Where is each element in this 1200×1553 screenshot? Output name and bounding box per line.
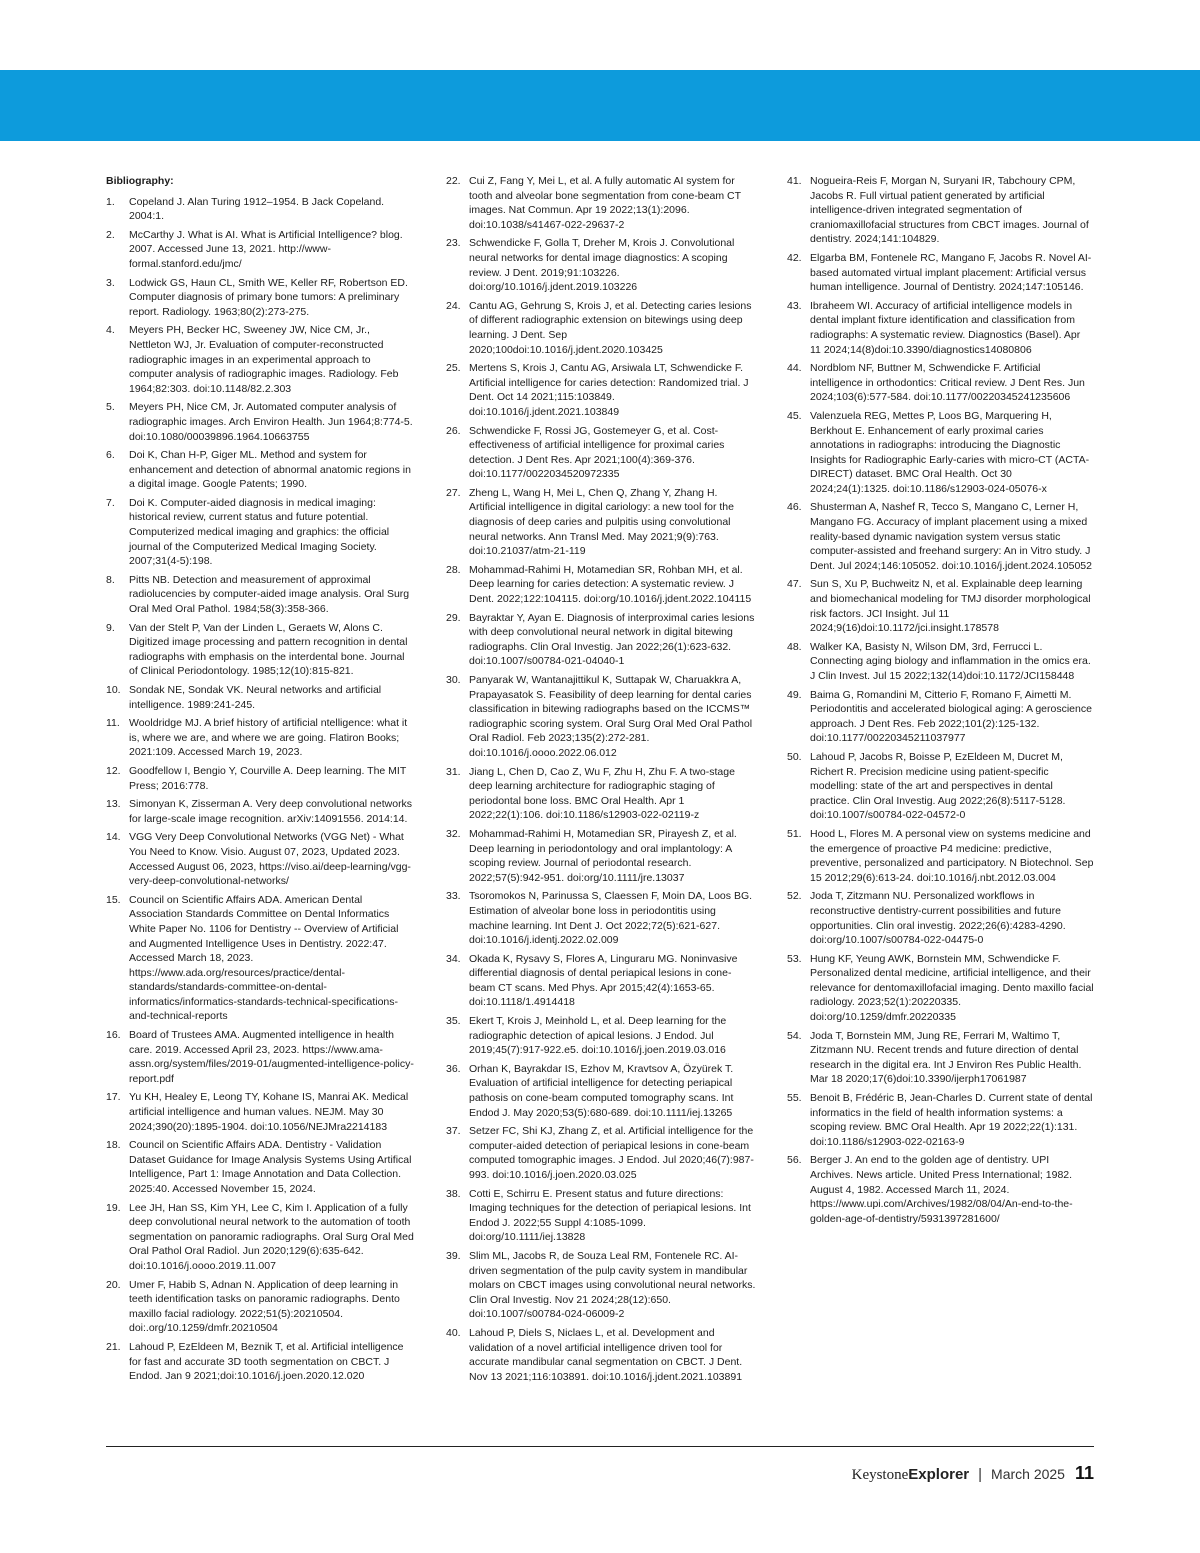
reference-text: Cotti E, Schirru E. Present status and future directions: Imaging techniques for the detection of periapical lesions. Int Endod J. 2022;55 Suppl 4:1085-1099. doi:org/10.1111/iej.13828	[469, 1187, 751, 1244]
reference-item	[787, 889, 1094, 947]
reference-text: Council on Scientific Affairs ADA. American Dental Association Standards Committee on Dental Informatics White Paper No. 1106 for Dentistry -- Overview of Artificial and Augmented Intelligence Uses in Dentistry. 2022:47. Accessed March 18, 2023. https://www.ada.org/resources/practice/dental-standards/standards-committee-on-dental-informatics/informatics-standards-technical-specifications-and-technical-reports	[129, 893, 399, 1023]
reference-text: Lodwick GS, Haun CL, Smith WE, Keller RF, Robertson ED. Computer diagnosis of primary bone tumors: A preliminary report. Radiology. 1963;80(2):273-275.	[129, 276, 408, 318]
reference-number: 8.	[106, 573, 115, 586]
reference-item	[106, 797, 414, 826]
reference-number: 32.	[446, 827, 461, 840]
reference-number: 1.	[106, 195, 115, 208]
reference-number: 56.	[787, 1154, 802, 1167]
reference-text: Hung KF, Yeung AWK, Bornstein MM, Schwendicke F. Personalized dental medicine, artificial intelligence, and their relevance for dentomaxillofacial imaging. Dento maxillo facial radiology. 2023;52(1):20220335. doi:org/10.1259/dmfr.20220335	[810, 952, 1094, 1024]
reference-item	[446, 486, 756, 559]
reference-number: 52.	[787, 890, 802, 903]
reference-item	[106, 893, 414, 1024]
reference-number: 4.	[106, 324, 115, 337]
reference-text: Pitts NB. Detection and measurement of approximal radiolucencies by computer-aided image analysis. Oral Surg Oral Med Oral Pathol. 1984;58(3):358-366.	[129, 573, 410, 616]
reference-number: 36.	[446, 1062, 461, 1075]
reference-text: Schwendicke F, Golla T, Dreher M, Krois J. Convolutional neural networks for dental image diagnostics: A scoping review. J Dent. 2019;91:103226. doi:org/10.1016/j.jdent.2019.103226	[469, 237, 735, 294]
reference-item	[106, 1090, 414, 1134]
reference-item	[446, 765, 756, 823]
reference-number: 46.	[787, 501, 802, 514]
reference-item	[106, 228, 414, 272]
reference-item	[787, 750, 1094, 823]
reference-item	[787, 1153, 1094, 1226]
reference-number: 39.	[446, 1249, 461, 1262]
reference-item	[106, 1201, 414, 1274]
footer-separator: |	[978, 1466, 983, 1483]
reference-number: 50.	[787, 750, 802, 763]
reference-text: Lahoud P, Diels S, Niclaes L, et al. Development and validation of a novel artificial intelligence driven tool for accurate mandibular canal segmentation on CBCT. J Dent. Nov 13 2021;116:103891. doi:10.1016/j.jdent.2021.103891	[469, 1326, 743, 1383]
reference-text: Slim ML, Jacobs R, de Souza Leal RM, Fontenele RC. AI-driven segmentation of the pulp cavity system in mandibular molars on CBCT images using convolutional neural networks. Clin Oral Investig. Nov 21 2024;28(12):650. doi:10.1007/s00784-024-06009-2	[469, 1249, 756, 1321]
reference-number: 55.	[787, 1092, 802, 1105]
reference-text: Nordblom NF, Buttner M, Schwendicke F. Artificial intelligence in orthodontics: Critical review. J Dent Res. Jun 2024;103(6):577-584. doi:10.1177/00220345241235606	[810, 362, 1085, 404]
reference-item	[106, 1278, 414, 1336]
reference-number: 44.	[787, 362, 802, 375]
reference-item	[787, 299, 1094, 357]
reference-item	[787, 577, 1094, 635]
reference-number: 21.	[106, 1340, 121, 1353]
reference-item	[106, 195, 414, 224]
reference-number: 31.	[446, 765, 461, 778]
reference-number: 35.	[446, 1015, 461, 1028]
reference-item	[787, 174, 1094, 247]
reference-text: Joda T, Zitzmann NU. Personalized workflows in reconstructive dentistry-current possibilities and future opportunities. Clin oral investig. 2022;26(6):4283-4290. doi:org/10.1007/s00784-022-04475-0	[810, 890, 1066, 947]
reference-text: Yu KH, Healey E, Leong TY, Kohane IS, Manrai AK. Medical artificial intelligence and human values. NEJM. May 30 2024;390(20):1895-1904. doi:10.1056/NEJMra2214183	[129, 1091, 409, 1133]
page-number: 11	[1074, 1463, 1094, 1483]
reference-item	[106, 323, 414, 396]
reference-number: 17.	[106, 1091, 121, 1104]
reference-item	[446, 611, 756, 669]
reference-item	[446, 1249, 756, 1322]
reference-list	[446, 174, 756, 1384]
reference-item	[446, 174, 756, 232]
reference-number: 51.	[787, 827, 802, 840]
reference-item	[787, 640, 1094, 684]
reference-number: 23.	[446, 237, 461, 250]
reference-text: Mohammad-Rahimi H, Motamedian SR, Pirayesh Z, et al. Deep learning in periodontology and oral implantology: A scoping review. Journal of periodontal research. 2022;57(5):942-951. doi:org/10.1111/jre.13037	[469, 827, 737, 884]
reference-item	[446, 424, 756, 482]
bibliography-heading: Bibliography:	[106, 175, 174, 187]
reference-text: Board of Trustees AMA. Augmented intelligence in health care. 2019. Accessed April 23, 2023. https://www.ama-assn.org/system/files/2019-01/augmented-intelligence-policy-report.pdf	[129, 1029, 414, 1085]
reference-text: Berger J. An end to the golden age of dentistry. UPI Archives. News article. United Press International; 1982. August 4, 1982. Accessed March 11, 2024. https://www.upi.com/Archives/1982/08/04/An-end-to-the-golden-age-of-dentistry/5931397281600/	[810, 1154, 1073, 1225]
reference-text: VGG Very Deep Convolutional Networks (VGG Net) - What You Need to Know. Visio. August 07, 2023, Updated 2023. Accessed August 06, 2023, https://viso.ai/deep-learning/vgg-very-deep-convolutional-networks/	[129, 831, 411, 888]
reference-column-1	[106, 174, 414, 1388]
reference-item	[446, 673, 756, 761]
reference-item	[106, 1028, 414, 1086]
magazine-name-part-1: Keystone	[851, 1467, 909, 1483]
reference-item	[787, 409, 1094, 497]
reference-text: Lahoud P, Jacobs R, Boisse P, EzEldeen M, Ducret M, Richert R. Precision medicine using patient-specific modelling: state of the art and perspectives in dental practice. Clin Oral Investig. Aug 2022;26(8):5117-5128. doi:10.1007/s00784-022-04572-0	[810, 750, 1066, 822]
reference-text: Meyers PH, Nice CM, Jr. Automated computer analysis of radiographic images. Arch Environ Health. Jun 1964;8:774-5. doi:10.1080/00039896.1964.10663755	[129, 401, 413, 443]
reference-item	[446, 1326, 756, 1384]
reference-number: 5.	[106, 401, 115, 414]
reference-number: 13.	[106, 798, 121, 811]
reference-item	[106, 683, 414, 712]
reference-text: Council on Scientific Affairs ADA. Dentistry - Validation Dataset Guidance for Image Analysis Systems Using Artifical Intelligence, Part 1: Image Annotation and Data Collection. 2025:40. Accessed November 15, 2024.	[129, 1139, 412, 1195]
reference-number: 30.	[446, 674, 461, 686]
reference-text: Sondak NE, Sondak VK. Neural networks and artificial intelligence. 1989:241-245.	[129, 684, 382, 711]
reference-item	[446, 299, 756, 357]
reference-text: Bayraktar Y, Ayan E. Diagnosis of interproximal caries lesions with deep convolutional neural network in digital bitewing radiographs. Clin Oral Investig. Jan 2022;26(1):623-632. doi:10.1007/s00784-021-04040-1	[469, 611, 755, 668]
reference-text: Zheng L, Wang H, Mei L, Chen Q, Zhang Y, Zhang H. Artificial intelligence in digital cariology: a new tool for the diagnosis of deep caries and pulpitis using convolutional neural networks. Ann Transl Med. May 2021;9(9):763. doi:10.21037/atm-21-119	[469, 486, 734, 558]
reference-number: 47.	[787, 578, 802, 591]
reference-text: Panyarak W, Wantanajittikul K, Suttapak W, Charuakkra A, Prapayasatok S. Feasibility of deep learning for dental caries classification in bitewing radiographs based on the ICCMS™ radiographic scoring system. Oral Surg Oral Med Oral Pathol Oral Radiol. Feb 2023;135(2):272-281. doi:10.1016/j.oooo.2022.06.012	[469, 674, 753, 759]
reference-item	[787, 827, 1094, 885]
reference-text: Setzer FC, Shi KJ, Zhang Z, et al. Artificial intelligence for the computer-aided detection of periapical lesions in cone-beam computed tomographic images. J Endod. Jul 2020;46(7):987-993. doi:10.1016/j.joen.2020.03.025	[469, 1125, 754, 1181]
reference-text: Mertens S, Krois J, Cantu AG, Arsiwala LT, Schwendicke F. Artificial intelligence for caries detection: Randomized trial. J Dent. Oct 14 2021;115:103849. doi:10.1016/j.jdent.2021.103849	[469, 362, 749, 418]
reference-item	[446, 1062, 756, 1120]
reference-text: Goodfellow I, Bengio Y, Courville A. Deep learning. The MIT Press; 2016:778.	[129, 764, 407, 792]
reference-number: 33.	[446, 890, 461, 903]
reference-list	[106, 195, 414, 1384]
reference-text: Sun S, Xu P, Buchweitz N, et al. Explainable deep learning and biomechanical modeling for TMJ disorder morphological risk factors. JCI Insight. Jul 11 2024;9(16)doi:10.1172/jci.insight.178578	[810, 578, 1091, 635]
reference-item	[787, 251, 1094, 295]
magazine-name-part-2: Explorer	[908, 1466, 970, 1483]
reference-item	[787, 1091, 1094, 1149]
reference-item	[446, 1187, 756, 1245]
reference-text: Baima G, Romandini M, Citterio F, Romano F, Aimetti M. Periodontitis and accelerated biological aging: A geroscience approach. J Dent Res. Feb 2022;101(2):125-132. doi:10.1177/00220345211037977	[810, 688, 1092, 745]
reference-text: Valenzuela REG, Mettes P, Loos BG, Marquering H, Berkhout E. Enhancement of early proximal caries annotations in radiographs: introducing the Diagnostic Insights for Radiographic Early-caries with micro-CT (ACTA-DIRECT) dataset. BMC Oral Health. Oct 30 2024;24(1):1325. doi:10.1186/s12903-024-05076-x	[810, 409, 1090, 495]
page-footer	[852, 1463, 1094, 1485]
reference-number: 6.	[106, 449, 115, 462]
reference-number: 2.	[106, 228, 115, 241]
reference-text: McCarthy J. What is AI. What is Artificial Intelligence? blog. 2007. Accessed June 13, 2021. http://www-formal.stanford.edu/jmc/	[129, 228, 403, 270]
reference-text: Shusterman A, Nashef R, Tecco S, Mangano C, Lerner H, Mangano FG. Accuracy of implant placement using a mixed reality-based dynamic navigation system versus static computer-assisted and freehand surgery: An in Vitro study. J Dent. Jul 2024;146:105052. doi:10.1016/j.jdent.2024.105052	[810, 501, 1092, 572]
reference-number: 34.	[446, 952, 461, 965]
reference-number: 12.	[106, 764, 121, 777]
reference-text: Hood L, Flores M. A personal view on systems medicine and the emergence of proactive P4 medicine: predictive, preventive, personalized and participatory. N Biotechnol. Sep 15 2012;29(6):613-24. doi:10.1016/j.nbt.2012.03.004	[810, 827, 1094, 884]
reference-number: 15.	[106, 893, 121, 906]
reference-text: Cantu AG, Gehrung S, Krois J, et al. Detecting caries lesions of different radiographic extension on bitewings using deep learning. J Dent. Sep 2020;100doi:10.1016/j.jdent.2020.103425	[469, 299, 752, 356]
reference-number: 25.	[446, 362, 461, 375]
reference-item	[446, 1014, 756, 1058]
reference-text: Doi K, Chan H-P, Giger ML. Method and system for enhancement and detection of abnormal anatomic regions in a digital image. Google Patents; 1990.	[129, 449, 411, 491]
reference-text: Copeland J. Alan Turing 1912–1954. B Jack Copeland. 2004:1.	[129, 195, 385, 223]
reference-text: Meyers PH, Becker HC, Sweeney JW, Nice CM, Jr., Nettleton WJ, Jr. Evaluation of computer-reconstructed radiographic images in an experimental approach to computer analysis of radiographic images. Radiology. Feb 1964;82:303. doi:10.1148/82.2.303	[129, 324, 399, 395]
reference-item	[446, 1124, 756, 1182]
reference-number: 48.	[787, 640, 802, 653]
reference-text: Umer F, Habib S, Adnan N. Application of deep learning in teeth identification tasks on panoramic radiographs. Dento maxillo facial radiology. 2022;51(5):20210504. doi:.org/10.1259/dmfr.20210504	[129, 1278, 400, 1335]
reference-text: Wooldridge MJ. A brief history of artificial ntelligence: what it is, where we are, and where we are going. Flatiron Books; 2021:109. Accessed March 19, 2023.	[129, 717, 408, 759]
reference-text: Lee JH, Han SS, Kim YH, Lee C, Kim I. Application of a fully deep convolutional neural network to the automation of tooth segmentation on panoramic radiographs. Oral Surg Oral Med Oral Pathol Oral Radiol. Jun 2020;129(6):635-642. doi:10.1016/j.oooo.2019.11.007	[129, 1201, 414, 1272]
reference-number: 45.	[787, 409, 802, 422]
reference-item	[106, 496, 414, 569]
header-banner	[0, 70, 1200, 141]
reference-text: Benoit B, Frédéric B, Jean-Charles D. Current state of dental informatics in the field of health information systems: a scoping review. BMC Oral Health. Apr 19 2022;22(1):131. doi:10.1186/s12903-022-02163-9	[810, 1092, 1093, 1148]
reference-text: Ekert T, Krois J, Meinhold L, et al. Deep learning for the radiographic detection of apical lesions. J Endod. Jul 2019;45(7):917-922.e5. doi:10.1016/j.joen.2019.03.016	[469, 1015, 727, 1057]
reference-number: 43.	[787, 299, 802, 312]
reference-text: Ibraheem WI. Accuracy of artificial intelligence models in dental implant fixture identification and classification from radiographs: A systematic review. Diagnostics (Basel). Apr 11 2024;14(8)doi:10.3390/diagnostics14080806	[810, 299, 1081, 356]
reference-text: Okada K, Rysavy S, Flores A, Linguraru MG. Noninvasive differential diagnosis of dental periapical lesions in cone-beam CT scans. Med Phys. Apr 2015;42(4):1653-65. doi:10.1118/1.4914418	[469, 952, 738, 1009]
reference-item	[106, 716, 414, 760]
reference-item	[106, 1340, 414, 1384]
reference-number: 20.	[106, 1278, 121, 1291]
reference-number: 24.	[446, 299, 461, 312]
reference-column-2	[446, 174, 756, 1388]
reference-item	[787, 952, 1094, 1025]
reference-number: 16.	[106, 1029, 121, 1042]
reference-item	[106, 621, 414, 679]
reference-number: 22.	[446, 175, 461, 187]
reference-number: 3.	[106, 276, 115, 289]
reference-number: 7.	[106, 496, 115, 509]
reference-item	[787, 688, 1094, 746]
reference-number: 42.	[787, 251, 802, 264]
reference-item	[446, 952, 756, 1010]
reference-text: Nogueira-Reis F, Morgan N, Suryani IR, Tabchoury CPM, Jacobs R. Full virtual patient generated by artificial intelligence-driven integrated segmentation of craniomaxillofacial structures from CBCT images. Journal of dentistry. 2024;141:104829.	[810, 175, 1089, 246]
reference-text: Simonyan K, Zisserman A. Very deep convolutional networks for large-scale image recognition. arXiv:14091556. 2014:14.	[129, 798, 413, 825]
reference-text: Jiang L, Chen D, Cao Z, Wu F, Zhu H, Zhu F. A two-stage deep learning architecture for radiographic staging of periodontal bone loss. BMC Oral Health. Apr 1 2022;22(1):106. doi:10.1186/s12903-022-02119-z	[469, 765, 735, 822]
reference-item	[787, 361, 1094, 405]
reference-item	[106, 1138, 414, 1196]
reference-number: 54.	[787, 1029, 802, 1042]
reference-item	[106, 276, 414, 320]
reference-text: Doi K. Computer-aided diagnosis in medical imaging: historical review, current status and future potential. Computerized medical imaging and graphics: the official journal of the Computerized Medical Imaging Society. 2007;31(4-5):198.	[129, 496, 390, 568]
reference-item	[446, 236, 756, 294]
issue-date: March 2025	[991, 1466, 1065, 1482]
reference-number: 18.	[106, 1139, 121, 1152]
reference-number: 49.	[787, 688, 802, 701]
reference-text: Cui Z, Fang Y, Mei L, et al. A fully automatic AI system for tooth and alveolar bone segmentation from cone-beam CT images. Nat Commun. Apr 19 2022;13(1):2096. doi:10.1038/s41467-022-29637-2	[469, 175, 741, 231]
reference-text: Walker KA, Basisty N, Wilson DM, 3rd, Ferrucci L. Connecting aging biology and inflammation in the omics era. J Clin Invest. Jul 15 2022;132(14)doi:10.1172/JCI158448	[810, 640, 1091, 682]
reference-number: 11.	[106, 717, 120, 730]
reference-list	[787, 174, 1094, 1226]
reference-text: Mohammad-Rahimi H, Motamedian SR, Rohban MH, et al. Deep learning for caries detection: A systematic review. J Dent. 2022;122:104115. doi:org/10.1016/j.jdent.2022.104115	[469, 563, 752, 606]
reference-number: 10.	[106, 684, 121, 696]
reference-item	[106, 830, 414, 888]
reference-item	[106, 764, 414, 793]
reference-number: 14.	[106, 831, 121, 844]
reference-text: Orhan K, Bayrakdar IS, Ezhov M, Kravtsov A, Özyürek T. Evaluation of artificial intelligence for detecting periapical pathosis on cone-beam computed tomography scans. Int Endod J. May 2020;53(5):680-689. doi:10.1111/iej.13265	[469, 1062, 734, 1119]
reference-number: 19.	[106, 1201, 121, 1214]
reference-number: 29.	[446, 611, 461, 624]
reference-item	[787, 1029, 1094, 1087]
reference-item	[106, 400, 414, 444]
reference-item	[446, 563, 756, 607]
reference-item	[106, 573, 414, 617]
reference-text: Tsoromokos N, Parinussa S, Claessen F, Moin DA, Loos BG. Estimation of alveolar bone loss in periodontitis using machine learning. Int Dent J. Oct 2022;72(5):621-627. doi:10.1016/j.identj.2022.02.009	[469, 890, 753, 947]
reference-item	[787, 500, 1094, 573]
reference-item	[446, 889, 756, 947]
reference-number: 37.	[446, 1125, 461, 1138]
reference-number: 26.	[446, 424, 461, 437]
reference-number: 40.	[446, 1326, 461, 1339]
reference-item	[446, 361, 756, 419]
reference-text: Lahoud P, EzEldeen M, Beznik T, et al. Artificial intelligence for fast and accurate 3D tooth segmentation on CBCT. J Endod. Jan 9 2021;doi:10.1016/j.joen.2020.12.020	[129, 1340, 404, 1383]
footer-divider	[106, 1446, 1094, 1447]
reference-text: Joda T, Bornstein MM, Jung RE, Ferrari M, Waltimo T, Zitzmann NU. Recent trends and future direction of dental research in the digital era. Int J Environ Res Public Health. Mar 18 2020;17(6)doi:10.3390/ijerph17061987	[810, 1029, 1082, 1086]
reference-text: Elgarba BM, Fontenele RC, Mangano F, Jacobs R. Novel AI-based automated virtual implant placement: Artificial versus human intelligence. Journal of Dentistry. 2024;147:105146.	[810, 251, 1092, 294]
reference-number: 9.	[106, 621, 115, 634]
reference-item	[446, 827, 756, 885]
reference-item	[106, 448, 414, 492]
reference-column-3	[787, 174, 1094, 1230]
reference-text: Van der Stelt P, Van der Linden L, Geraets W, Alons C. Digitized image processing and pattern recognition in dental radiographs with emphasis on the interdental bone. Journal of Clinical Periodontology. 1985;12(10):815-821.	[129, 621, 408, 678]
reference-number: 53.	[787, 952, 802, 965]
reference-text: Schwendicke F, Rossi JG, Gostemeyer G, et al. Cost-effectiveness of artificial intelligence for proximal caries detection. J Dent Res. Apr 2021;100(4):369-376. doi:10.1177/0022034520972335	[469, 424, 725, 481]
reference-number: 28.	[446, 563, 461, 576]
reference-number: 38.	[446, 1187, 461, 1200]
reference-number: 41.	[787, 175, 802, 187]
reference-number: 27.	[446, 486, 461, 499]
